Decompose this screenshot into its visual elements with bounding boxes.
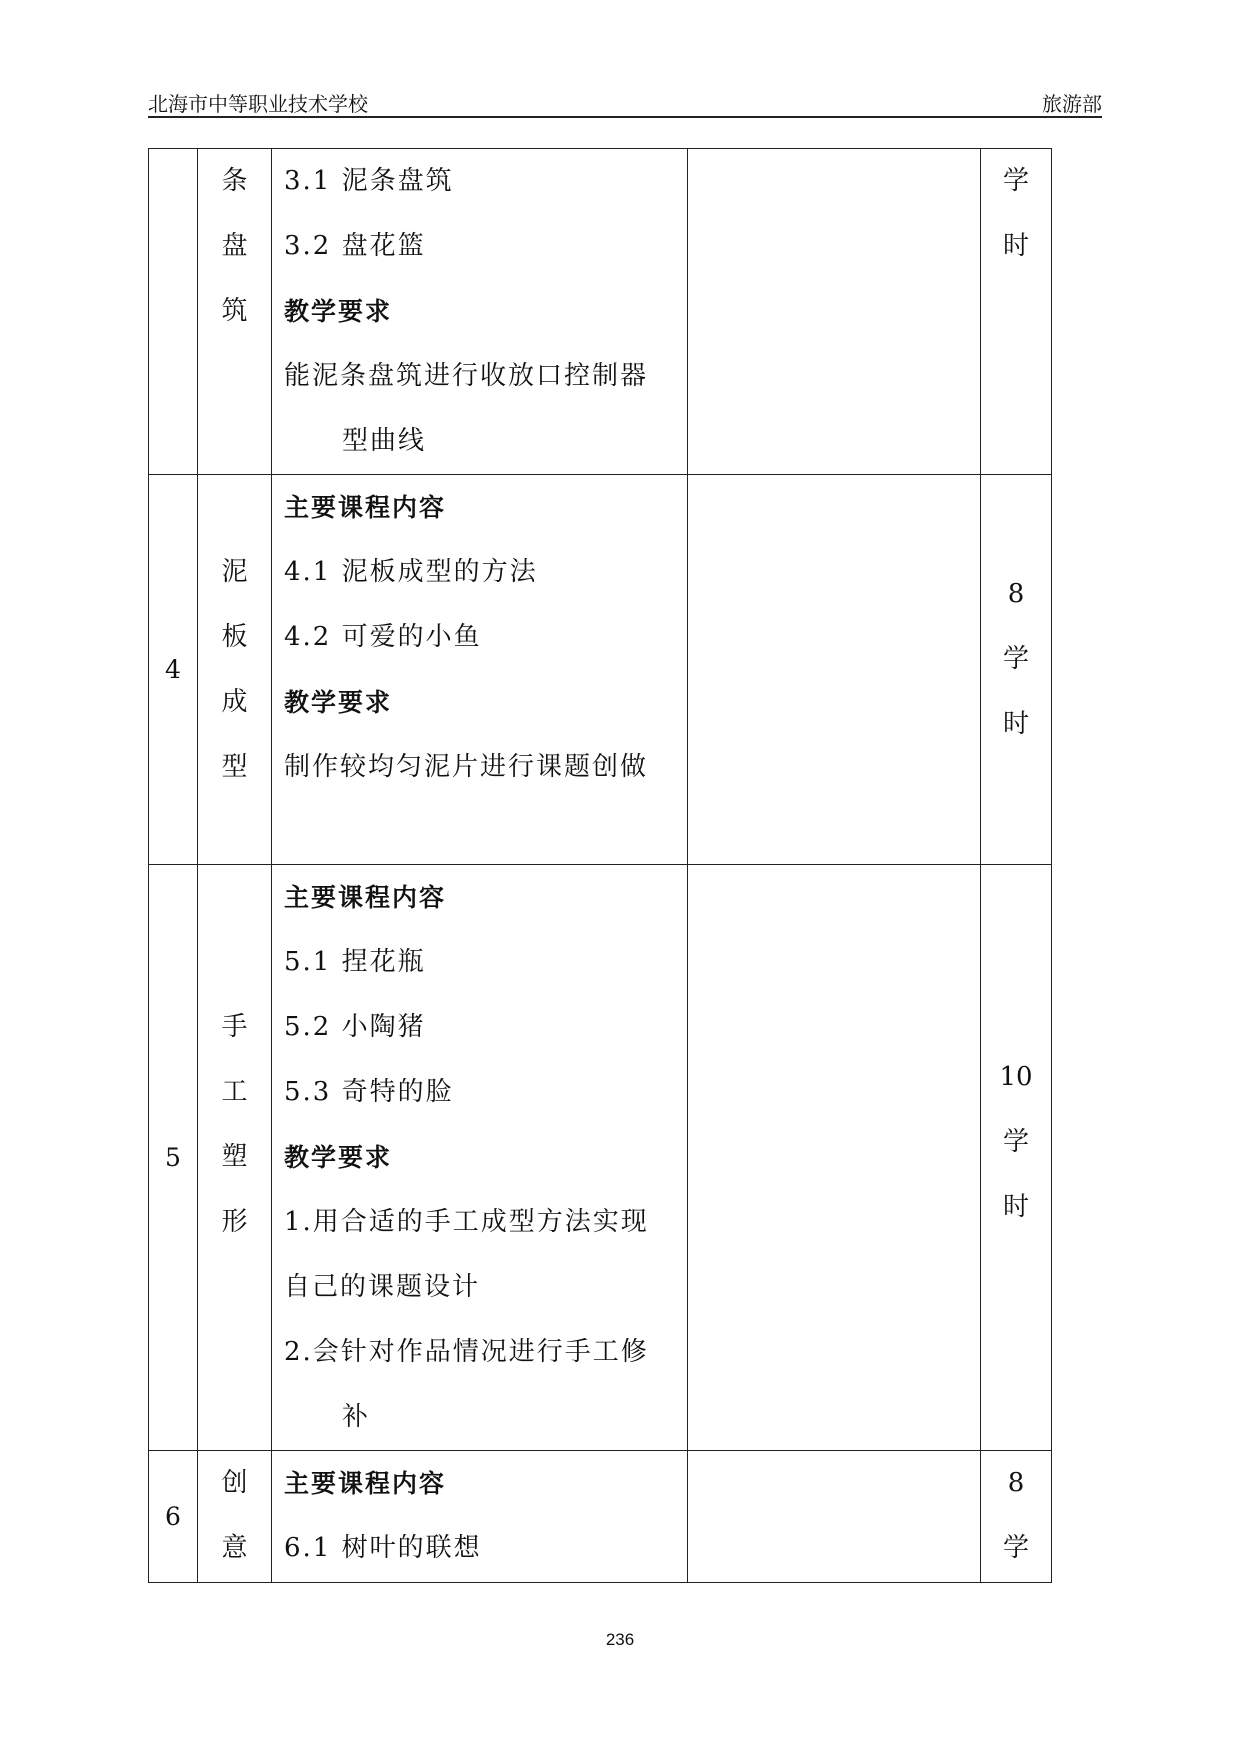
hours-char: 10	[999, 1062, 1033, 1092]
module-content-cell	[272, 1451, 688, 1583]
module-title-char: 形	[221, 1207, 248, 1237]
hours-cell	[981, 865, 1052, 1451]
section-heading: 教学要求	[284, 688, 393, 717]
module-title-char: 筑	[221, 296, 248, 326]
course-table	[148, 148, 1052, 1583]
module-title-char: 塑	[221, 1142, 248, 1172]
module-content-cell	[272, 865, 688, 1451]
table-row	[149, 865, 1052, 1451]
hours-char: 学	[1002, 644, 1029, 674]
content-line: 1.用合适的手工成型方法实现	[284, 1207, 649, 1237]
module-title-cell	[198, 1451, 272, 1583]
table-row	[149, 149, 1052, 475]
module-title-char: 板	[221, 622, 248, 652]
content-line: 2.会针对作品情况进行手工修	[284, 1337, 649, 1367]
module-title-cell	[198, 149, 272, 475]
hours-char: 8	[1007, 1468, 1025, 1498]
content-line: 3.1 泥条盘筑	[284, 166, 454, 196]
hours-char: 时	[1002, 231, 1029, 261]
content-line: 型曲线	[342, 426, 427, 456]
content-line: 5.1 捏花瓶	[284, 947, 426, 977]
page-number: 236	[605, 1630, 635, 1649]
school-name: 北海市中等职业技术学校	[148, 92, 368, 116]
page-header	[148, 86, 1102, 118]
hours-char: 时	[1002, 709, 1029, 739]
empty-cell	[688, 865, 981, 1451]
empty-cell	[688, 475, 981, 865]
content-line: 补	[342, 1402, 371, 1432]
section-heading: 主要课程内容	[284, 493, 447, 522]
empty-cell	[688, 1451, 981, 1583]
hours-char: 学	[1002, 1127, 1029, 1157]
hours-cell	[981, 475, 1052, 865]
module-title-char: 盘	[221, 231, 248, 261]
content-line: 4.1 泥板成型的方法	[284, 557, 538, 587]
module-title-char: 成	[221, 687, 248, 717]
table-row	[149, 1451, 1052, 1583]
module-title-char: 工	[221, 1077, 248, 1107]
content-line: 自己的课题设计	[284, 1272, 481, 1302]
section-heading: 教学要求	[284, 297, 393, 326]
empty-cell	[688, 149, 981, 475]
content-line: 3.2 盘花篮	[284, 231, 426, 261]
hours-cell	[981, 1451, 1052, 1583]
department-name: 旅游部	[1042, 92, 1102, 116]
module-number-cell	[149, 149, 198, 475]
hours-char: 学	[1002, 166, 1029, 196]
hours-char: 学	[1002, 1533, 1029, 1563]
module-title-char: 型	[221, 752, 248, 782]
hours-char: 8	[1007, 579, 1025, 609]
section-heading: 主要课程内容	[284, 1469, 447, 1498]
hours-char: 时	[1002, 1192, 1029, 1222]
module-title-char: 创	[221, 1468, 248, 1498]
table-row	[149, 475, 1052, 865]
content-line: 能泥条盘筑进行收放口控制器	[284, 361, 649, 391]
module-number-cell: 4	[149, 475, 198, 865]
module-title-char: 手	[221, 1012, 248, 1042]
section-heading: 教学要求	[284, 1143, 393, 1172]
module-content-cell	[272, 475, 688, 865]
content-line: 5.2 小陶猪	[284, 1012, 426, 1042]
module-title-char: 泥	[221, 557, 248, 587]
content-line: 5.3 奇特的脸	[284, 1077, 454, 1107]
module-number-cell: 5	[149, 865, 198, 1451]
content-line: 制作较均匀泥片进行课题创做	[284, 752, 649, 782]
module-title-cell	[198, 865, 272, 1451]
hours-cell	[981, 149, 1052, 475]
module-title-cell	[198, 475, 272, 865]
module-content-cell	[272, 149, 688, 475]
module-number-cell: 6	[149, 1451, 198, 1583]
content-line: 4.2 可爱的小鱼	[284, 622, 482, 652]
module-title-char: 条	[221, 166, 248, 196]
module-title-char: 意	[221, 1533, 248, 1563]
section-heading: 主要课程内容	[284, 883, 447, 912]
content-line: 6.1 树叶的联想	[284, 1533, 482, 1563]
